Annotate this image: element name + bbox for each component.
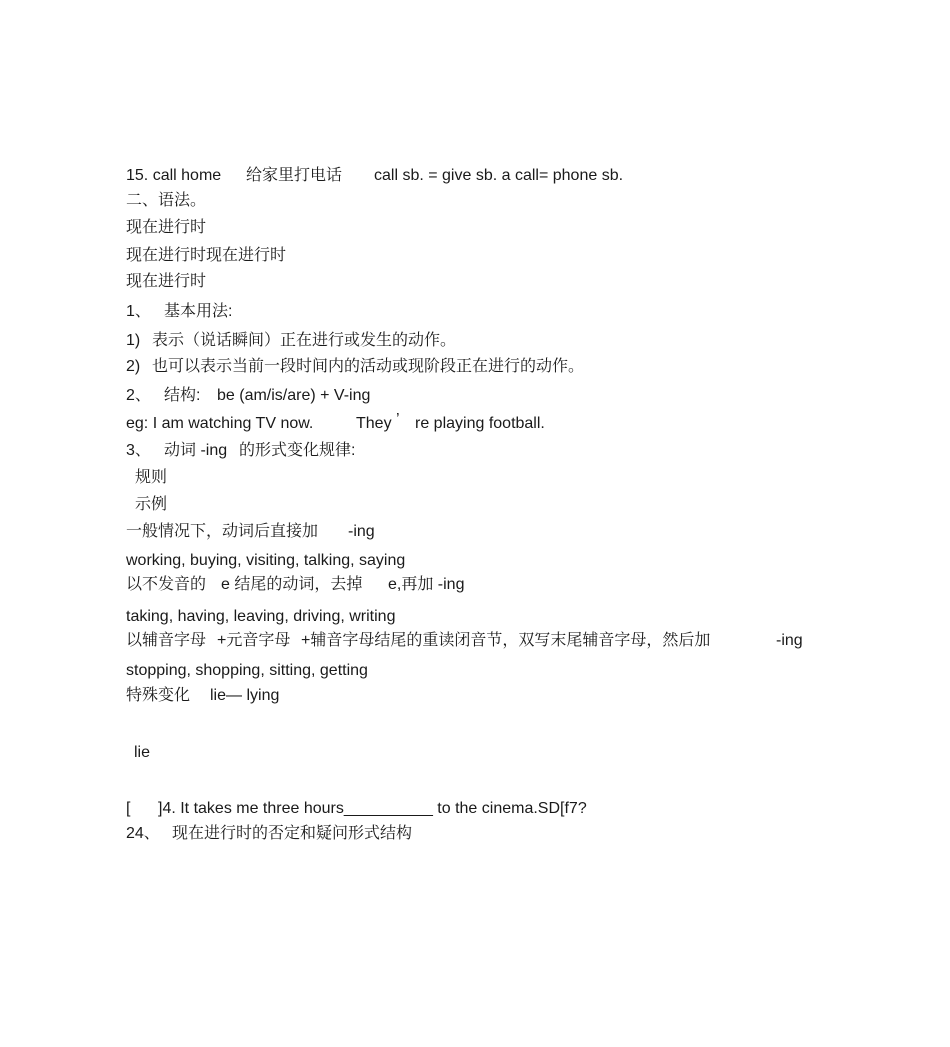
topic-title-repeat: 现在进行时现在进行时	[126, 247, 287, 264]
phrase: 15. call home	[126, 167, 222, 184]
section-number: 2、	[126, 387, 151, 404]
rule-text: 以辅音字母	[126, 632, 207, 649]
answer-bracket: [	[126, 800, 131, 817]
phrase-equivalents: call sb. = give sb. a call= phone sb.	[374, 167, 624, 184]
rule-3-examples: stopping, shopping, sitting, getting	[126, 662, 368, 679]
example-sentence-2-start: They	[356, 415, 392, 432]
rule-2-examples: taking, having, leaving, driving, writing	[126, 608, 396, 625]
topic-title: 现在进行时	[126, 219, 207, 236]
topic-title: 现在进行时	[126, 273, 207, 290]
rule-text: 特殊变化	[126, 687, 191, 704]
section-title: 现在进行时的否定和疑问形式结构	[172, 825, 413, 842]
section-title: 结构:	[164, 387, 201, 404]
table-header-rule: 规则	[135, 469, 168, 486]
rule-suffix: -ing	[776, 632, 803, 649]
example-sentence-1: eg: I am watching TV now.	[126, 415, 314, 432]
section-number: 1、	[126, 303, 151, 320]
phrase-meaning: 给家里打电话	[246, 167, 343, 184]
section-title-part: 动词 -ing	[164, 442, 228, 459]
table-header-example: 示例	[135, 496, 168, 513]
apostrophe: ’	[396, 411, 400, 428]
rule-text: 以不发音的	[126, 576, 207, 593]
rule-text: 一般情况下，动词后直接加	[126, 523, 319, 540]
item-text: 表示（说话瞬间）正在进行或发生的动作。	[152, 332, 457, 349]
rule-1-examples: working, buying, visiting, talking, saying	[126, 552, 406, 569]
rule-text: e,再加 -ing	[388, 576, 465, 593]
item-number: 1)	[126, 332, 141, 349]
structure-formula: be (am/is/are) + V-ing	[217, 387, 371, 404]
item-number: 2)	[126, 358, 141, 375]
stray-word: lie	[134, 744, 151, 761]
section-24-heading	[126, 824, 413, 904]
section-title-part: 的形式变化规律:	[239, 442, 356, 459]
section-number: 3、	[126, 442, 151, 459]
rule-text: +元音字母	[217, 632, 291, 649]
section-title: 基本用法:	[164, 303, 233, 320]
question-text: ]4. It takes me three hours__________ to the cinema.SD[f7?	[158, 800, 587, 817]
example-sentence-2-end: re playing football.	[415, 415, 545, 432]
section-number: 24、	[126, 825, 160, 842]
rule-suffix: -ing	[348, 523, 375, 540]
rule-example: lie— lying	[210, 687, 280, 704]
rule-text: e 结尾的动词，去掉	[221, 576, 363, 593]
rule-text: +辅音字母结尾的重读闭音节，双写末尾辅音字母，然后加	[301, 632, 711, 649]
grammar-heading: 二、语法。	[126, 192, 207, 209]
item-text: 也可以表示当前一段时间内的活动或现阶段正在进行的动作。	[152, 358, 585, 375]
